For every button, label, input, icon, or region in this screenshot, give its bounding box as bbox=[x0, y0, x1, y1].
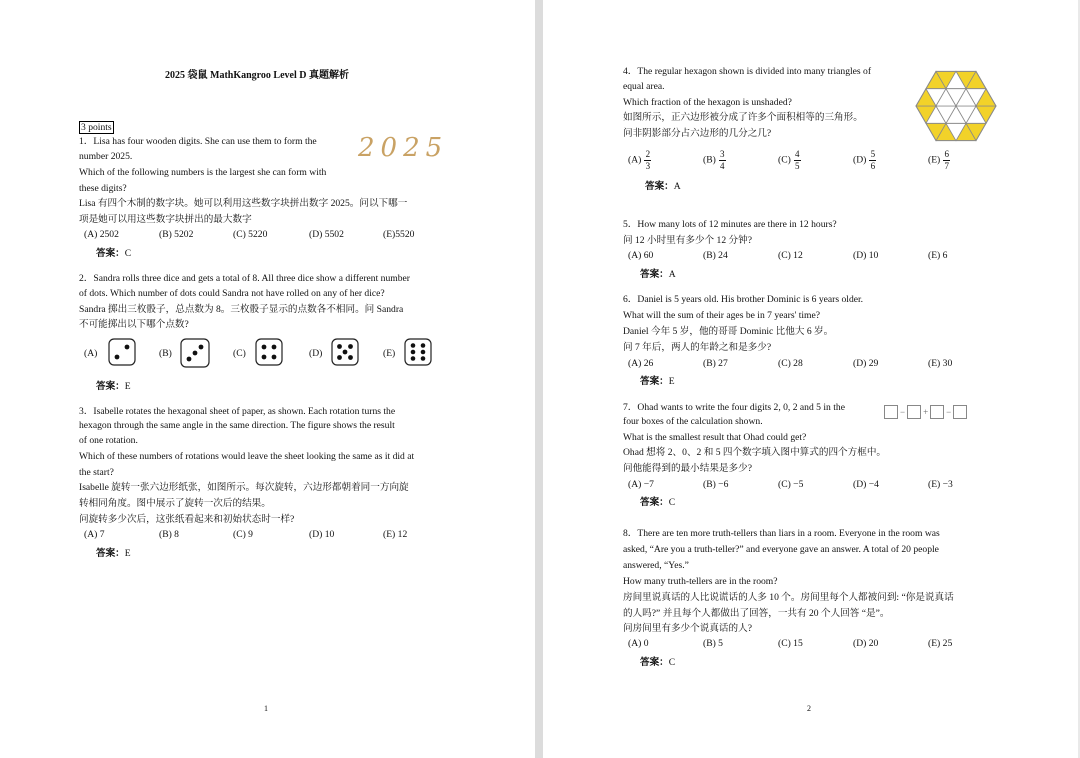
q1-option: (A) 2502 bbox=[84, 229, 119, 240]
q2-answer: 答案：E bbox=[96, 381, 131, 392]
shaded-hexagon-figure bbox=[909, 65, 1003, 147]
q7-option: (B) −6 bbox=[703, 479, 729, 490]
q7-answer: 答案：C bbox=[640, 497, 676, 508]
calc-box bbox=[930, 405, 944, 419]
q1-line: 1．Lisa has four wooden digits. She can use them to form the bbox=[79, 136, 317, 147]
q3-option: (C) 9 bbox=[233, 529, 253, 540]
q8-line: 8．There are ten more truth-tellers than liars in a room. Everyone in the room was bbox=[623, 528, 940, 539]
q2-option-b: (B) bbox=[159, 348, 172, 359]
q8-line: asked, “Are you a truth-teller?” and everyone gave an answer. A total of 20 people bbox=[623, 544, 939, 555]
q5-answer: 答案：A bbox=[640, 269, 676, 280]
q6-option: (D) 29 bbox=[853, 358, 879, 369]
q4-line: 问非阴影部分占六边形的几分之几? bbox=[623, 128, 772, 139]
q2-line: 2．Sandra rolls three dice and gets a total of 8. All three dice show a different number bbox=[79, 273, 410, 284]
dice-two-icon bbox=[108, 338, 136, 366]
q6-option: (C) 28 bbox=[778, 358, 803, 369]
calc-box bbox=[953, 405, 967, 419]
q4-line: 4．The regular hexagon shown is divided into many triangles of bbox=[623, 66, 872, 77]
q1-option: (B) 5202 bbox=[159, 229, 194, 240]
q3-answer: 答案：E bbox=[96, 548, 131, 559]
q4-line: 如图所示，正六边形被分成了许多个面积相等的三角形。 bbox=[623, 112, 863, 123]
q1-option: (D) 5502 bbox=[309, 229, 344, 240]
q6-line: Daniel 今年 5 岁，他的哥哥 Dominic 比他大 6 岁。 bbox=[623, 326, 834, 337]
q7-line: 问他能得到的最小结果是多少? bbox=[623, 463, 752, 474]
q3-line: Which of these numbers of rotations would leave the sheet looking the same as it did at bbox=[79, 451, 415, 462]
page-gap bbox=[535, 0, 543, 758]
q2-option-a: (A) bbox=[84, 348, 98, 359]
q5-option: (A) 60 bbox=[628, 250, 654, 261]
q8-line: 房间里说真话的人比说谎话的人多 10 个。房间里每个人都被问到: “你是说真话 bbox=[623, 592, 954, 603]
q2-option-e: (E) bbox=[383, 348, 396, 359]
q4-line: equal area. bbox=[623, 81, 665, 92]
q8-option: (E) 25 bbox=[928, 638, 953, 649]
q3-option: (A) 7 bbox=[84, 529, 105, 540]
q3-line: Isabelle 旋转一张六边形纸张，如图所示。每次旋转，六边形都朝着同一方向旋 bbox=[79, 482, 409, 493]
q2-line: Sandra 掷出三枚骰子，总点数为 8。三枚骰子显示的点数各不相同。问 Sandra bbox=[79, 304, 404, 315]
document-page-1 bbox=[0, 0, 535, 758]
q1-option: (C) 5220 bbox=[233, 229, 268, 240]
q7-line: What is the smallest result that Ohad could get? bbox=[623, 432, 807, 443]
q7-option: (E) −3 bbox=[928, 479, 953, 490]
q4-option: (E) $\frac{6}{7}$ bbox=[928, 149, 949, 171]
q5-option: (D) 10 bbox=[853, 250, 879, 261]
q2-line: of dots. Which number of dots could Sandra not have rolled on any of her dice? bbox=[79, 288, 385, 299]
q8-line: answered, “Yes.” bbox=[623, 560, 689, 571]
q5-line: 问 12 小时里有多少个 12 分钟? bbox=[623, 235, 752, 246]
q8-option: (B) 5 bbox=[703, 638, 723, 649]
q8-option: (D) 20 bbox=[853, 638, 879, 649]
q1-line: these digits? bbox=[79, 183, 127, 194]
q3-line: the start? bbox=[79, 467, 114, 478]
dice-three-icon bbox=[180, 338, 210, 368]
q6-option: (A) 26 bbox=[628, 358, 654, 369]
q6-option: (E) 30 bbox=[928, 358, 953, 369]
q4-line: Which fraction of the hexagon is unshaded? bbox=[623, 97, 792, 108]
q1-line: 项是她可以用这些数字块拼出的最大数字 bbox=[79, 214, 252, 225]
q8-option: (C) 15 bbox=[778, 638, 803, 649]
q3-line: of one rotation. bbox=[79, 435, 138, 446]
q1-answer: 答案：C bbox=[96, 248, 132, 259]
q4-option: (B) $\frac{3}{4}$ bbox=[703, 149, 725, 171]
q2-option-d: (D) bbox=[309, 348, 323, 359]
calc-box bbox=[907, 405, 921, 419]
document-page-2 bbox=[543, 0, 1078, 758]
q3-option: (B) 8 bbox=[159, 529, 179, 540]
q1-line: number 2025. bbox=[79, 151, 133, 162]
q7-option: (A) −7 bbox=[628, 479, 654, 490]
q6-line: 问 7 年后，两人的年龄之和是多少? bbox=[623, 342, 772, 353]
q8-line: 的人吗?” 并且每个人都做出了回答，一共有 20 个人回答 “是”。 bbox=[623, 608, 890, 619]
q3-line: 转相同角度。图中展示了旋转一次后的结果。 bbox=[79, 498, 271, 509]
q8-line: 问房间里有多少个说真话的人? bbox=[623, 623, 752, 634]
year-2025-image: 2025 bbox=[358, 133, 449, 163]
page-number: 1 bbox=[264, 704, 268, 713]
dice-five-icon bbox=[331, 338, 359, 366]
calc-operator: + bbox=[923, 407, 929, 418]
q6-line: What will the sum of their ages be in 7 years' time? bbox=[623, 310, 821, 321]
q6-answer: 答案：E bbox=[640, 376, 675, 387]
q3-line: hexagon through the same angle in the same direction. The figure shows the result bbox=[79, 420, 395, 431]
calc-operator: − bbox=[946, 407, 952, 418]
q5-option: (C) 12 bbox=[778, 250, 803, 261]
points-label: 3 points bbox=[81, 122, 112, 133]
q5-option: (B) 24 bbox=[703, 250, 728, 261]
q3-option: (E) 12 bbox=[383, 529, 408, 540]
q8-answer: 答案：C bbox=[640, 657, 676, 668]
q7-option: (C) −5 bbox=[778, 479, 804, 490]
q4-answer: 答案：A bbox=[645, 181, 681, 192]
q1-option: (E)5520 bbox=[383, 229, 415, 240]
q7-option: (D) −4 bbox=[853, 479, 879, 490]
page-title: 2025 袋鼠 MathKangroo Level D 真题解析 bbox=[165, 70, 349, 81]
q1-line: Which of the following numbers is the largest she can form with bbox=[79, 167, 327, 178]
q5-option: (E) 6 bbox=[928, 250, 948, 261]
q5-line: 5．How many lots of 12 minutes are there in 12 hours? bbox=[623, 219, 837, 230]
q2-option-c: (C) bbox=[233, 348, 246, 359]
q7-line: 7．Ohad wants to write the four digits 2, 0, 2 and 5 in the bbox=[623, 402, 845, 413]
q8-line: How many truth-tellers are in the room? bbox=[623, 576, 778, 587]
q4-option: (D) $\frac{5}{6}$ bbox=[853, 149, 876, 171]
q8-option: (A) 0 bbox=[628, 638, 649, 649]
calculation-boxes-figure bbox=[884, 403, 967, 421]
q2-line: 不可能掷出以下哪个点数? bbox=[79, 319, 189, 330]
q3-line: 3．Isabelle rotates the hexagonal sheet of paper, as shown. Each rotation turns the bbox=[79, 406, 396, 417]
page-number: 2 bbox=[807, 704, 811, 713]
q4-option: (C) $\frac{4}{5}$ bbox=[778, 149, 800, 171]
q7-line: four boxes of the calculation shown. bbox=[623, 416, 763, 427]
calc-operator: − bbox=[900, 407, 906, 418]
q4-option: (A) $\frac{2}{3}$ bbox=[628, 149, 651, 171]
dice-four-icon bbox=[255, 338, 283, 366]
q3-line: 问旋转多少次后，这张纸看起来和初始状态时一样? bbox=[79, 514, 295, 525]
q3-option: (D) 10 bbox=[309, 529, 335, 540]
calc-box bbox=[884, 405, 898, 419]
q6-line: 6．Daniel is 5 years old. His brother Dominic is 6 years older. bbox=[623, 294, 864, 305]
dice-six-icon bbox=[404, 338, 432, 366]
q7-line: Ohad 想将 2、0、2 和 5 四个数字填入图中算式的四个方框中。 bbox=[623, 447, 887, 458]
q6-option: (B) 27 bbox=[703, 358, 728, 369]
q1-line: Lisa 有四个木制的数字块。她可以利用这些数字块拼出数字 2025。问以下哪一 bbox=[79, 198, 408, 209]
